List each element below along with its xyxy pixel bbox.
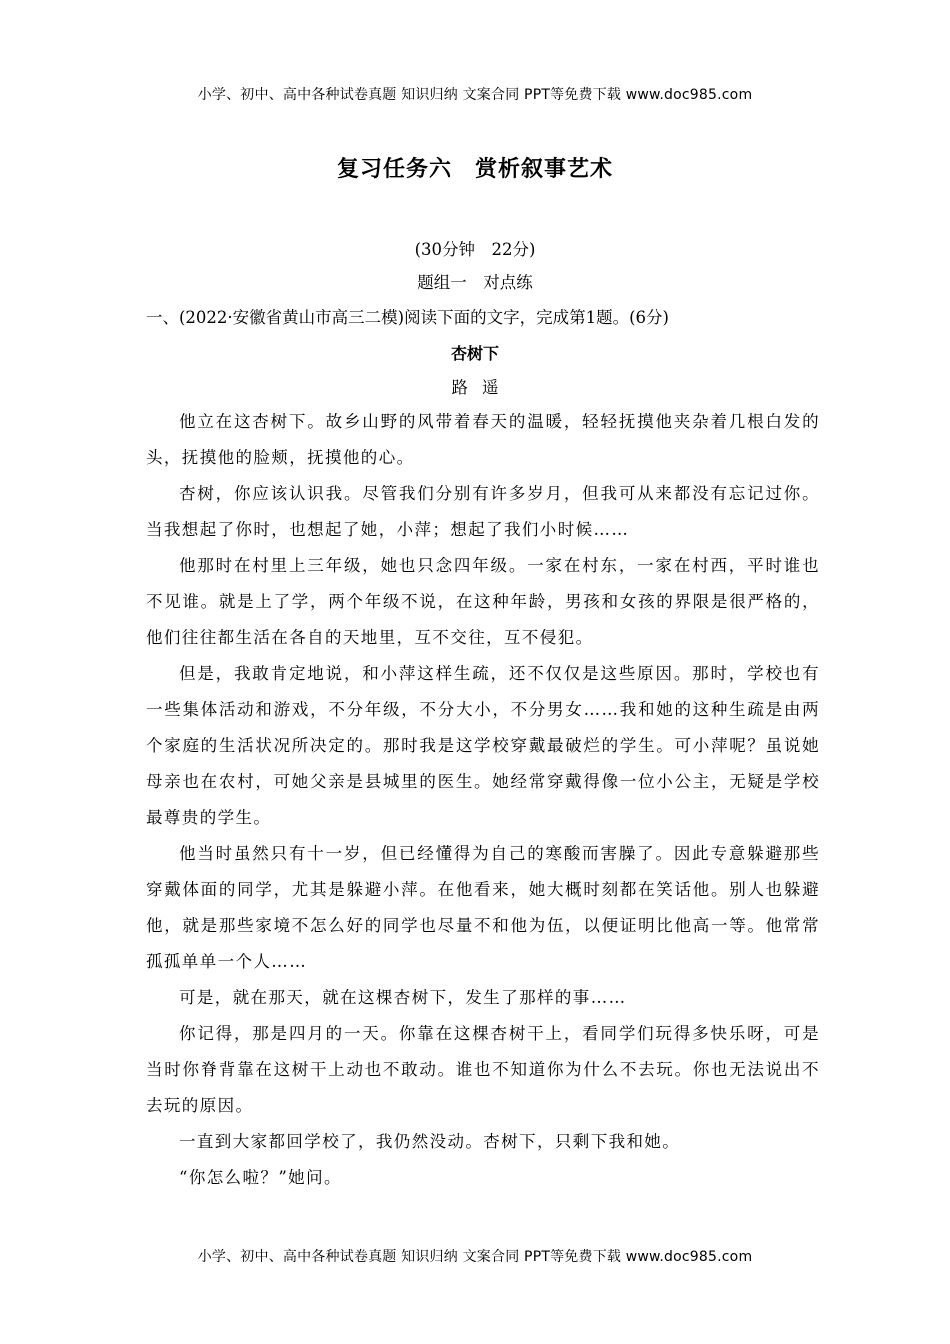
paragraph: 一直到大家都回学校了，我仍然没动。杏树下，只剩下我和她。 xyxy=(179,1132,681,1151)
paragraph: 你记得，那是四月的一天。你靠在这棵杏树干上，看同学们玩得多快乐呀，可是当时你脊背靠在这树干上动也不敢动。谁也不知道你为什么不去玩。你也无法说出不去玩的原因。 xyxy=(146,1024,820,1115)
page-header: 小学、初中、高中各种试卷真题 知识归纳 文案合同 PPT等免费下载 www.doc985.com xyxy=(197,87,753,103)
page-title: 复习任务六 赏析叙事艺术 xyxy=(336,157,613,182)
group-label: 题组一 对点练 xyxy=(417,273,533,292)
paragraph: 但是，我敢肯定地说，和小萍这样生疏，还不仅仅是这些原因。那时，学校也有一些集体活动和游戏，不分年级，不分大小，不分男女……我和她的这种生疏是由两个家庭的生活状况所决定的。那时我是这学校穿戴最破烂的学生。可小萍呢？虽说她母亲也在农村，可她父亲是县城里的医生。她经常穿戴得像一位小公主，无疑是学校最尊贵的学生。 xyxy=(146,664,820,827)
paragraph: 他当时虽然只有十一岁，但已经懂得为自己的寒酸而害臊了。因此专意躲避那些穿戴体面的同学，尤其是躲避小萍。在他看来，她大概时刻都在笑话他。别人也躲避他，就是那些家境不怎么好的同学也尽量不和他为伍，以便证明比他高一等。他常常孤孤单单一个人…… xyxy=(146,844,820,971)
story-title: 杏树下 xyxy=(450,344,499,363)
paragraph: 他立在这杏树下。故乡山野的风带着春天的温暖，轻轻抚摸他夹杂着几根白发的头，抚摸他的脸颊，抚摸他的心。 xyxy=(146,412,820,467)
paragraph: 杏树，你应该认识我。尽管我们分别有许多岁月，但我可从来都没有忘记过你。当我想起了你时，也想起了她，小萍；想起了我们小时候…… xyxy=(146,484,820,539)
paragraph: “你怎么啦？”她问。 xyxy=(179,1168,342,1187)
question-intro: 一、(2022·安徽省黄山市高三二模)阅读下面的文字，完成第1题。(6分) xyxy=(146,308,669,327)
paragraph: 可是，就在那天，就在这棵杏树下，发生了那样的事…… xyxy=(179,988,627,1007)
paragraph: 他那时在村里上三年级，她也只念四年级。一家在村东，一家在村西，平时谁也不见谁。就是上了学，两个年级不说，在这种年龄，男孩和女孩的界限是很严格的，他们往往都生活在各自的天地里，互不交往，互不侵犯。 xyxy=(146,556,820,647)
time-score: (30分钟 22分) xyxy=(414,240,536,259)
story-author: 路遥 xyxy=(451,378,513,397)
page-footer: 小学、初中、高中各种试卷真题 知识归纳 文案合同 PPT等免费下载 www.doc985.com xyxy=(197,1249,753,1265)
story-body xyxy=(146,404,820,1196)
